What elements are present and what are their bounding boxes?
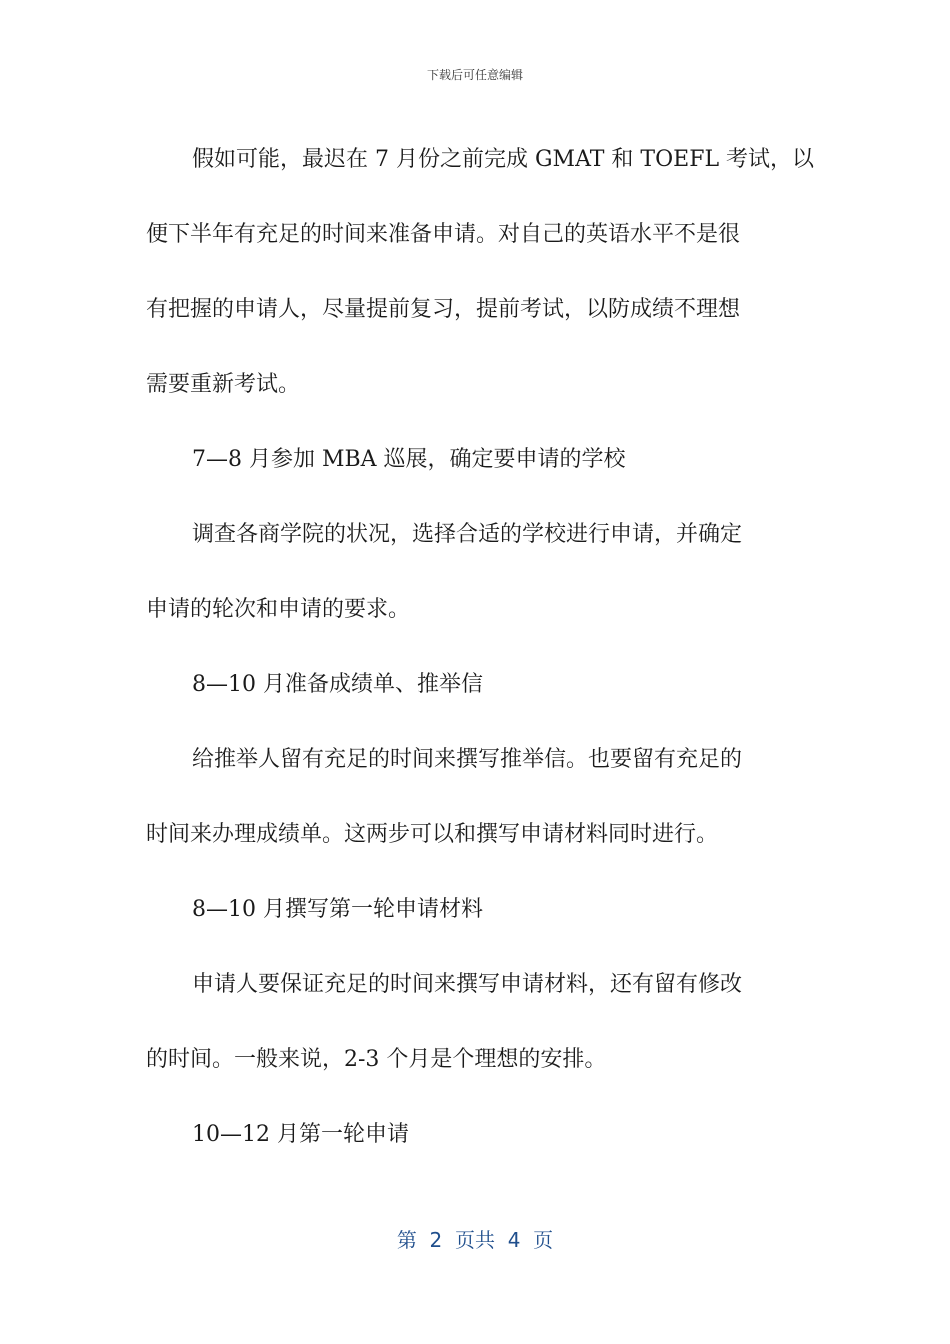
section-heading: 10—12 月第一轮申请: [192, 1122, 409, 1147]
paragraph-line: 假如可能，最迟在 7 月份之前完成 GMAT 和 TOEFL 考试，以: [192, 147, 815, 172]
page-number: 第 2 页共 4 页: [396, 1228, 554, 1252]
paragraph-line: 的时间。一般来说，2-3 个月是个理想的安排。: [146, 1047, 607, 1072]
section-heading: 7—8 月参加 MBA 巡展，确定要申请的学校: [192, 447, 626, 472]
section-heading: 8—10 月撰写第一轮申请材料: [192, 897, 483, 922]
document-body: [146, 122, 815, 1172]
paragraph-line: 有把握的申请人，尽量提前复习，提前考试，以防成绩不理想: [146, 297, 741, 322]
paragraph-line: 申请人要保证充足的时间来撰写申请材料，还有留有修改: [192, 972, 743, 997]
paragraph-line: 时间来办理成绩单。这两步可以和撰写申请材料同时进行。: [146, 822, 719, 847]
paragraph-line: 便下半年有充足的时间来准备申请。对自己的英语水平不是很: [146, 222, 741, 247]
section-heading: 8—10 月准备成绩单、推举信: [192, 672, 483, 697]
paragraph-line: 给推举人留有充足的时间来撰写推举信。也要留有充足的: [192, 747, 743, 772]
header-note: 下载后可任意编辑: [426, 68, 523, 82]
paragraph-line: 需要重新考试。: [146, 372, 301, 397]
paragraph-line: 调查各商学院的状况，选择合适的学校进行申请，并确定: [192, 522, 743, 547]
paragraph-line: 申请的轮次和申请的要求。: [146, 597, 411, 622]
